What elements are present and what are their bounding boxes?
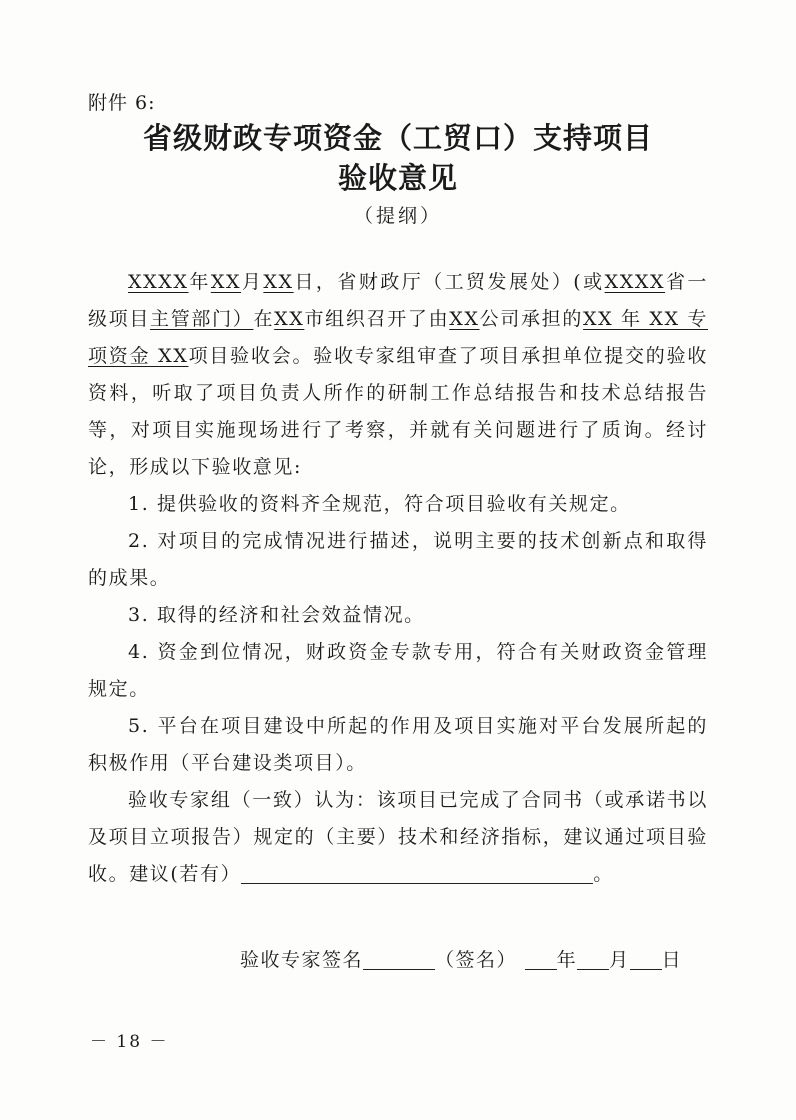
document-body bbox=[88, 264, 708, 893]
department-field: 主管部门） bbox=[150, 308, 254, 330]
province-field: XXXX bbox=[604, 271, 666, 293]
signature-blank bbox=[363, 949, 435, 970]
year-blank bbox=[525, 949, 557, 970]
signature-note: （签名） bbox=[435, 949, 518, 971]
company-field: XX bbox=[449, 308, 480, 330]
conclusion-paragraph: 验收专家组（一致）认为：该项目已完成了合同书（或承诺书以及项目立项报告）规定的（主要）技术和经济指标，建议通过项目验收。建议(若有） 。 bbox=[88, 789, 708, 885]
attachment-label: 附件 6: bbox=[88, 92, 156, 114]
signature-label: 验收专家签名 bbox=[240, 949, 364, 971]
list-item: 2. 对项目的完成情况进行描述，说明主要的技术创新点和取得的成果。 bbox=[88, 530, 708, 589]
month-blank bbox=[577, 949, 609, 970]
list-item: 3. 取得的经济和社会效益情况。 bbox=[128, 604, 425, 626]
document-title-line1: 省级财政专项资金（工贸口）支持项目 bbox=[142, 121, 653, 155]
page-number: － 18 － bbox=[90, 1032, 169, 1052]
document-subtitle: （提纲） bbox=[353, 205, 442, 227]
signature-line: 验收专家签名 （签名） 年 月 日 bbox=[240, 949, 683, 971]
month-field: XX bbox=[210, 271, 242, 293]
list-item: 4. 资金到位情况，财政资金专款专用，符合有关财政资金管理规定。 bbox=[88, 641, 708, 700]
intro-paragraph: XXXX年XX月XX日，省财政厅（工贸发展处）(或XXXX省一级项目主管部门）在XX市组织召开了由XX公司承担的XX 年 XX 专项资金 XX项目验收会。验收专家组审查了项目承担单位提交的验收资料，听取了项目负责人所作的研制工作总结报告和技术总结报告等，对项目实施现场进行了考察，并就有关问题进行了质询。经讨论，形成以下验收意见: bbox=[88, 271, 708, 478]
list-item: 5. 平台在项目建设中所起的作用及项目实施对平台发展所起的积极作用（平台建设类项目）。 bbox=[88, 715, 708, 774]
city-field: XX bbox=[274, 308, 305, 330]
day-blank bbox=[630, 949, 662, 970]
document-title-line2: 验收意见 bbox=[337, 161, 458, 195]
suggestion-blank bbox=[241, 863, 593, 884]
year-field: XXXX bbox=[128, 271, 189, 293]
project-field: XX 年 XX 专项资金 XX bbox=[88, 308, 708, 367]
list-item: 1. 提供验收的资料齐全规范，符合项目验收有关规定。 bbox=[128, 493, 631, 515]
day-field: XX bbox=[263, 271, 294, 293]
